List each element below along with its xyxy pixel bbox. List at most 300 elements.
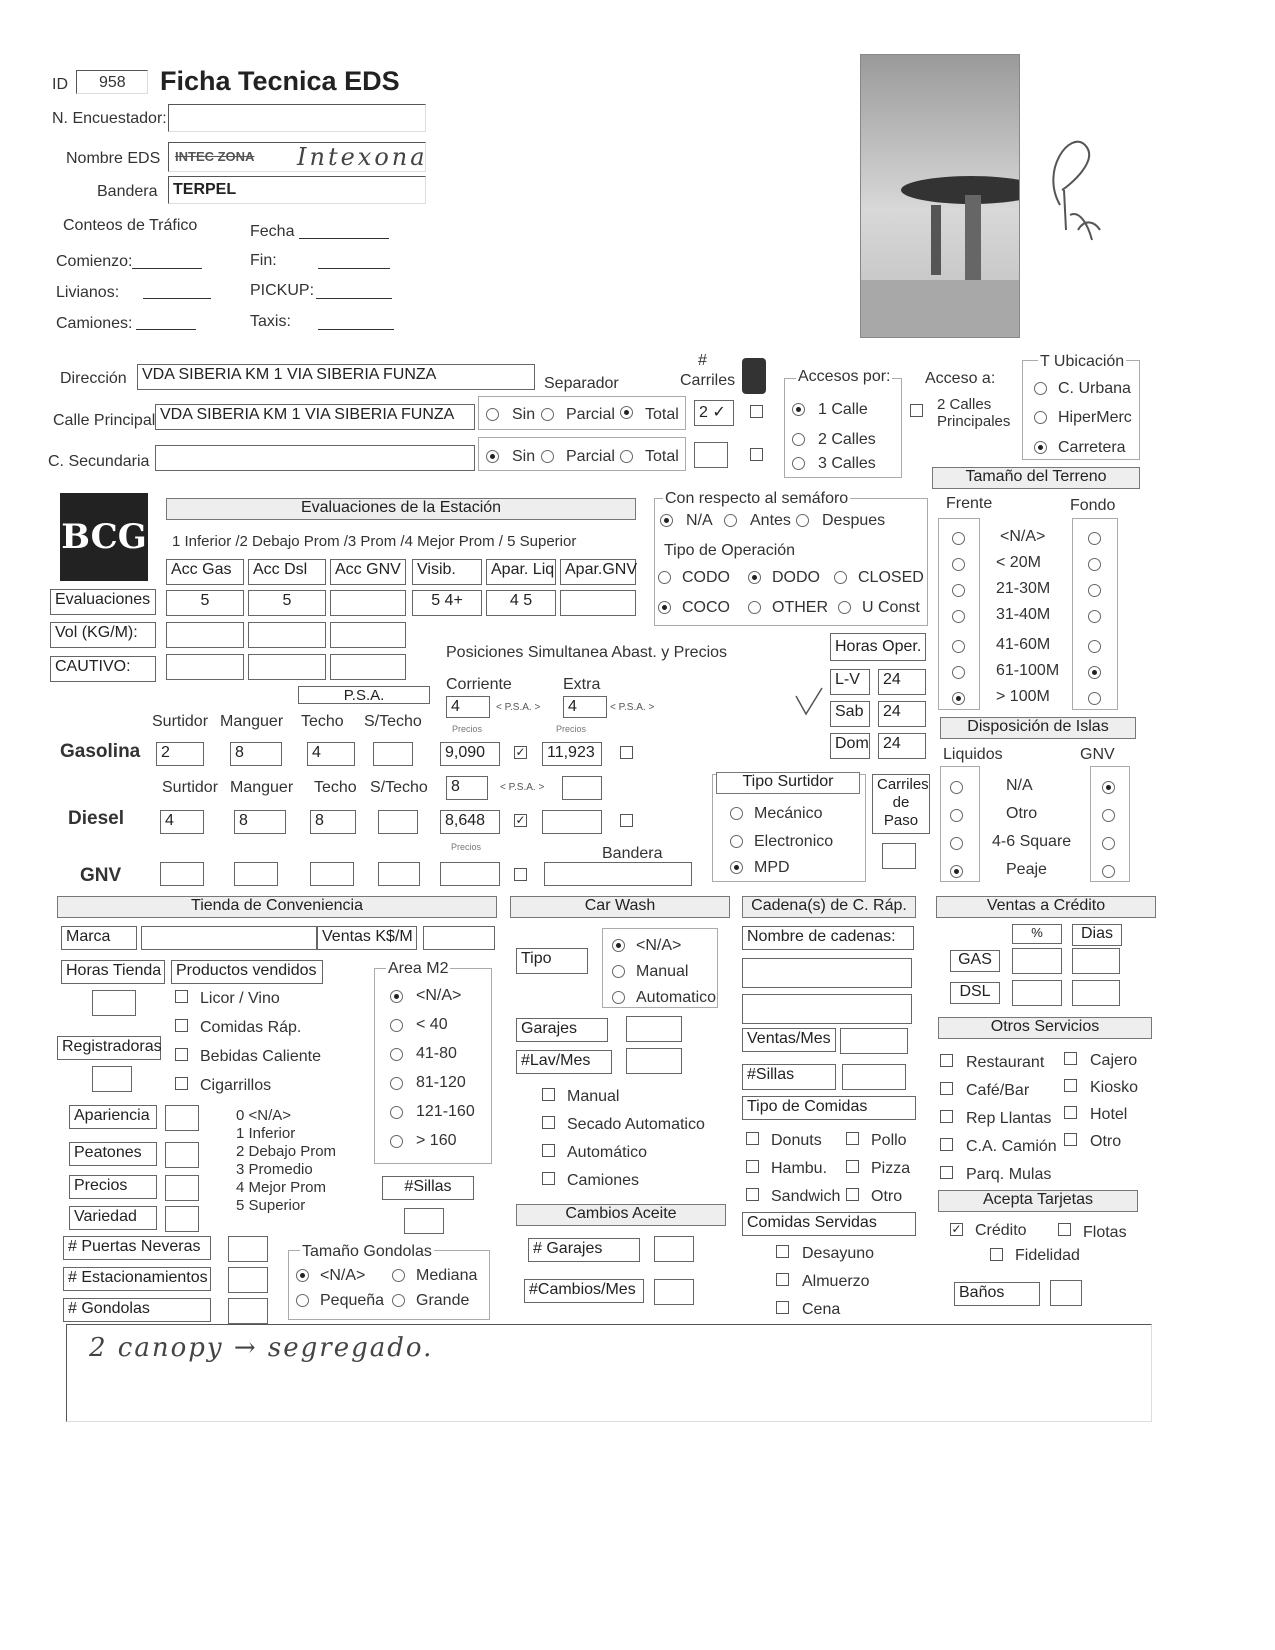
islas-option-label-0: N/A <box>1006 777 1033 794</box>
eval-value-5[interactable] <box>560 590 636 616</box>
id-field[interactable] <box>76 70 148 94</box>
credito-dsl-pct-field[interactable] <box>1012 980 1062 1006</box>
fondo-radio-3[interactable] <box>1088 610 1101 623</box>
comida-checkbox-2[interactable] <box>746 1160 759 1173</box>
diesel-extra-checkbox[interactable] <box>620 814 633 827</box>
diesel-precios-label: Precios <box>451 842 482 852</box>
gondola-mediana-radio[interactable] <box>392 1269 405 1282</box>
pickup-field[interactable] <box>316 298 392 299</box>
sep2-sin-label: Sin <box>512 448 536 465</box>
gondola-na-radio[interactable] <box>296 1269 309 1282</box>
calle-principal-field[interactable]: VDA SIBERIA KM 1 VIA SIBERIA FUNZA <box>155 404 475 430</box>
fondo-radio-2[interactable] <box>1088 584 1101 597</box>
horas-title: Horas Oper. <box>830 633 926 661</box>
tienda-eval-field-0[interactable] <box>165 1105 199 1131</box>
banos-field[interactable] <box>1050 1280 1082 1306</box>
registradoras-field[interactable] <box>92 1066 132 1092</box>
row-volumen: Vol (KG/M): <box>50 622 156 648</box>
op-other-radio[interactable] <box>748 601 761 614</box>
tienda-eval-field-1[interactable] <box>165 1142 199 1168</box>
gnv-bandera-field[interactable] <box>544 862 692 886</box>
islas-liq-radio-2[interactable] <box>950 837 963 850</box>
accesos-2-radio[interactable] <box>792 433 805 446</box>
producto-checkbox-2[interactable] <box>175 1048 188 1061</box>
eval-value-2[interactable] <box>330 590 406 616</box>
comida-checkbox-4[interactable] <box>746 1188 759 1201</box>
area-radio-4[interactable] <box>390 1106 403 1119</box>
sep-total-label: Total <box>645 406 679 423</box>
diesel-manguer-field[interactable]: 8 <box>234 810 286 834</box>
frente-radio-0[interactable] <box>952 532 965 545</box>
tienda-eval-field-3[interactable] <box>165 1206 199 1232</box>
cadena-sillas-label: #Sillas <box>742 1064 836 1090</box>
area-radio-5[interactable] <box>390 1135 403 1148</box>
gas-surtidor-label: Surtidor <box>152 713 209 730</box>
servida-label-1: Almuerzo <box>802 1273 870 1290</box>
encuestador-label: N. Encuestador: <box>52 110 167 127</box>
diesel-psa2-field[interactable] <box>562 776 602 800</box>
surtidor-electronico-radio[interactable] <box>730 835 743 848</box>
accesos-3-label: 3 Calles <box>818 455 876 472</box>
carwash-auto-radio[interactable] <box>612 991 625 1004</box>
islas-gnv-radio-3[interactable] <box>1102 865 1115 878</box>
otros-right-checkbox-3[interactable] <box>1064 1133 1077 1146</box>
corriente-psa-hint: < P.S.A. > <box>496 702 541 713</box>
otros-left-checkbox-0[interactable] <box>940 1054 953 1067</box>
sep-secundaria-sin-radio[interactable] <box>486 450 499 463</box>
carwash-check-1[interactable] <box>542 1116 555 1129</box>
diesel-extra-field[interactable] <box>542 810 602 834</box>
livianos-field[interactable] <box>143 298 211 299</box>
ventas-field[interactable] <box>423 926 495 950</box>
gas-techo-field[interactable]: 4 <box>307 742 355 766</box>
semaforo-despues-radio[interactable] <box>796 514 809 527</box>
bandera-label: Bandera <box>97 183 158 200</box>
gas-surtidor-field[interactable]: 2 <box>156 742 204 766</box>
nombre-eds-typed: INTEC ZONA <box>175 149 255 164</box>
islas-option-label-2: 4-6 Square <box>992 833 1072 850</box>
gnv-price-field[interactable] <box>440 862 500 886</box>
tienda-sillas-label: #Sillas <box>382 1176 474 1200</box>
servida-checkbox-2[interactable] <box>776 1301 789 1314</box>
surtidor-mecanico-radio[interactable] <box>730 807 743 820</box>
gas-corriente-price-field[interactable]: 9,090 <box>440 742 500 766</box>
ubicacion-urbana-radio[interactable] <box>1034 382 1047 395</box>
sep-principal-total-radio[interactable] <box>620 406 633 419</box>
gas-stecho-field[interactable] <box>373 742 413 766</box>
islas-liq-radio-3[interactable] <box>950 865 963 878</box>
tarjetas-title: Acepta Tarjetas <box>938 1190 1138 1212</box>
diesel-price-field[interactable]: 8,648 <box>440 810 500 834</box>
ubicacion-carretera-label: Carretera <box>1058 439 1126 456</box>
islas-gnv-radio-2[interactable] <box>1102 837 1115 850</box>
gondola-mediana-label: Mediana <box>416 1267 478 1284</box>
area-radio-0[interactable] <box>390 990 403 1003</box>
carriles-principal-field[interactable]: 2 ✓ <box>694 400 734 426</box>
camiones-field[interactable] <box>136 329 196 330</box>
gas-extra-checkbox[interactable] <box>620 746 633 759</box>
cadena-title: Cadena(s) de C. Ráp. <box>742 896 916 918</box>
producto-label-1: Comidas Ráp. <box>200 1019 302 1036</box>
cautivo-field-0[interactable] <box>166 654 244 680</box>
otros-right-checkbox-0[interactable] <box>1064 1052 1077 1065</box>
carwash-lav-field[interactable] <box>626 1048 682 1074</box>
extra-psa-hint: < P.S.A. > <box>610 702 655 713</box>
horas-value-2[interactable]: 24 <box>878 733 926 759</box>
islas-gnv-radio-0[interactable] <box>1102 781 1115 794</box>
corriente-label: Corriente <box>446 676 512 693</box>
tienda-eval-field-2[interactable] <box>165 1175 199 1201</box>
gas-corriente-checkbox[interactable]: ✓ <box>515 745 526 759</box>
semaforo-title: Con respecto al semáforo <box>665 490 849 507</box>
extra-precios-label: Precios <box>556 724 587 734</box>
islas-gnv-label: GNV <box>1080 746 1115 763</box>
horas-day-2: Dom <box>830 733 870 759</box>
op-codo-label: CODO <box>682 569 730 586</box>
puertas-label: # Puertas Neveras <box>63 1236 211 1260</box>
credito-dias-label: Dias <box>1072 924 1122 946</box>
gondola-pequena-label: Pequeña <box>320 1292 385 1309</box>
diesel-surtidor-field[interactable]: 4 <box>160 810 204 834</box>
fecha-field[interactable] <box>299 238 389 239</box>
sep-principal-sin-radio[interactable] <box>486 408 499 421</box>
op-coco-radio[interactable] <box>658 601 671 614</box>
d-surtidor-label: Surtidor <box>162 779 219 796</box>
islas-title: Disposición de Islas <box>940 717 1136 739</box>
extra-psa-field[interactable]: 4 <box>563 696 607 718</box>
credito-gas-pct-field[interactable] <box>1012 948 1062 974</box>
cadena-nombre-label: Nombre de cadenas: <box>742 926 914 950</box>
comida-checkbox-3[interactable] <box>846 1160 859 1173</box>
direccion-label: Dirección <box>60 370 127 387</box>
gas-stecho-label: S/Techo <box>364 713 422 730</box>
ubicacion-hipermerc-radio[interactable] <box>1034 411 1047 424</box>
carwash-tipo-label: Tipo <box>516 948 588 974</box>
aceite-title: Cambios Aceite <box>516 1204 726 1226</box>
semaforo-na-radio[interactable] <box>660 514 673 527</box>
op-dodo-label: DODO <box>772 569 820 586</box>
otros-left-label-0: Restaurant <box>966 1054 1045 1071</box>
acceso-2calles-checkbox[interactable] <box>910 404 923 417</box>
carriles-paso-field[interactable] <box>882 843 916 869</box>
islas-option-label-3: Peaje <box>1006 861 1047 878</box>
fondo-radio-1[interactable] <box>1088 558 1101 571</box>
puertas-field[interactable] <box>228 1236 268 1262</box>
aceite-garajes-field[interactable] <box>654 1236 694 1262</box>
credito-pct-label: % <box>1012 924 1062 944</box>
tienda-scale-5: 5 Superior <box>236 1197 306 1214</box>
vol-field-2[interactable] <box>330 622 406 648</box>
operacion-title: Tipo de Operación <box>664 542 796 559</box>
terreno-option-label-6: > 100M <box>996 688 1050 705</box>
ubicacion-title: T Ubicación <box>1040 353 1125 370</box>
gondolas-field[interactable] <box>228 1298 268 1324</box>
eval-value-0[interactable]: 5 <box>166 590 244 616</box>
semaforo-despues-label: Despues <box>822 512 886 529</box>
semaforo-secundaria-checkbox[interactable] <box>750 448 763 461</box>
terreno-option-label-0: <N/A> <box>1000 528 1046 545</box>
tienda-scale-1: 1 Inferior <box>236 1125 296 1142</box>
producto-checkbox-0[interactable] <box>175 990 188 1003</box>
d-manguer-label: Manguer <box>230 779 294 796</box>
aceite-cambios-label: #Cambios/Mes <box>524 1279 644 1303</box>
comida-label-0: Donuts <box>771 1132 822 1149</box>
gasolina-label: Gasolina <box>60 741 141 762</box>
horas-day-1: Sab <box>830 701 870 727</box>
otros-left-label-3: C.A. Camión <box>966 1138 1057 1155</box>
diesel-techo-field[interactable]: 8 <box>310 810 356 834</box>
semaforo-antes-label: Antes <box>750 512 791 529</box>
camiones-label: Camiones: <box>56 315 133 332</box>
op-codo-radio[interactable] <box>658 571 671 584</box>
cadena-nombre-field-2[interactable] <box>742 994 912 1024</box>
tarjeta-credito-checkbox[interactable]: ✓ <box>951 1222 962 1236</box>
frente-radio-5[interactable] <box>952 666 965 679</box>
area-radio-3[interactable] <box>390 1077 403 1090</box>
tarjeta-flotas-checkbox[interactable] <box>1058 1223 1071 1236</box>
cadena-nombre-field-1[interactable] <box>742 958 912 988</box>
canopy-photo-icon <box>861 55 1019 337</box>
marca-label: Marca <box>61 926 137 950</box>
carwash-garajes-field[interactable] <box>626 1016 682 1042</box>
otros-right-checkbox-1[interactable] <box>1064 1079 1077 1092</box>
carwash-title: Car Wash <box>510 896 730 918</box>
encuestador-field[interactable] <box>168 104 426 132</box>
diesel-stecho-field[interactable] <box>378 810 418 834</box>
sep-secundaria-total-radio[interactable] <box>620 450 633 463</box>
gas-manguer-label: Manguer <box>220 713 284 730</box>
servida-checkbox-1[interactable] <box>776 1273 789 1286</box>
credito-gas-label: GAS <box>950 950 1000 972</box>
fondo-radio-6[interactable] <box>1088 692 1101 705</box>
islas-liq-radio-0[interactable] <box>950 781 963 794</box>
producto-checkbox-1[interactable] <box>175 1019 188 1032</box>
carwash-garajes-label: Garajes <box>516 1018 608 1042</box>
islas-liquidos-label: Liquidos <box>943 746 1003 763</box>
carwash-check-2[interactable] <box>542 1144 555 1157</box>
fondo-label: Fondo <box>1070 497 1116 514</box>
tarjeta-credito-label: Crédito <box>975 1222 1027 1239</box>
eval-col-5: Apar.GNV <box>560 559 636 585</box>
sep-secundaria-parcial-radio[interactable] <box>541 450 554 463</box>
semaforo-na-label: N/A <box>686 512 713 529</box>
comida-checkbox-0[interactable] <box>746 1132 759 1145</box>
otros-right-checkbox-2[interactable] <box>1064 1106 1077 1119</box>
area-label-4: 121-160 <box>416 1103 475 1120</box>
carwash-na-label: <N/A> <box>636 937 682 954</box>
eval-col-2: Acc GNV <box>330 559 406 585</box>
sep-sin-label: Sin <box>512 406 536 423</box>
nombre-eds-handwritten: Intexona <box>297 143 428 171</box>
otros-left-checkbox-4[interactable] <box>940 1166 953 1179</box>
carwash-lav-label: #Lav/Mes <box>516 1050 612 1074</box>
comida-label-2: Hambu. <box>771 1160 828 1177</box>
gondola-grande-label: Grande <box>416 1292 470 1309</box>
servida-label-2: Cena <box>802 1301 841 1318</box>
gnv-techo-field[interactable] <box>310 862 354 886</box>
carwash-check-3[interactable] <box>542 1172 555 1185</box>
eval-value-3[interactable]: 5 4+ <box>412 590 482 616</box>
accesos-1-radio[interactable] <box>792 403 805 416</box>
carwash-manual-radio[interactable] <box>612 965 625 978</box>
fin-field[interactable] <box>318 268 390 269</box>
livianos-label: Livianos: <box>56 284 120 301</box>
bcg-logo: BCG <box>60 493 148 581</box>
nombre-eds-label: Nombre EDS <box>66 150 161 167</box>
frente-radio-6[interactable] <box>952 692 965 705</box>
comida-checkbox-1[interactable] <box>846 1132 859 1145</box>
bandera-field[interactable] <box>168 176 426 204</box>
taxis-field[interactable] <box>318 329 394 330</box>
cadena-sillas-field[interactable] <box>842 1064 906 1090</box>
ubicacion-carretera-radio[interactable] <box>1034 441 1047 454</box>
tarjeta-flotas-label: Flotas <box>1083 1224 1127 1241</box>
credito-dsl-dias-field[interactable] <box>1072 980 1120 1006</box>
semaforo-antes-radio[interactable] <box>724 514 737 527</box>
carriles-label: Carriles <box>680 372 736 389</box>
tipo-surtidor-title: Tipo Surtidor <box>716 772 860 794</box>
eval-value-4[interactable]: 4 5 <box>486 590 556 616</box>
surtidor-mpd-radio[interactable] <box>730 861 743 874</box>
d-techo-label: Techo <box>314 779 357 796</box>
id-label: ID <box>52 76 68 93</box>
gnv-label: GNV <box>80 865 122 886</box>
comida-checkbox-5[interactable] <box>846 1188 859 1201</box>
d-stecho-label: S/Techo <box>370 779 428 796</box>
semaforo-principal-checkbox[interactable] <box>750 405 763 418</box>
producto-label-0: Licor / Vino <box>200 990 280 1007</box>
op-dodo-radio[interactable] <box>748 571 761 584</box>
fondo-radio-5[interactable] <box>1088 666 1101 679</box>
notes-text: 2 canopy → segregado. <box>89 1333 434 1363</box>
row-cautivo: CAUTIVO: <box>50 656 156 682</box>
gondola-na-label: <N/A> <box>320 1267 366 1284</box>
otros-left-checkbox-3[interactable] <box>940 1138 953 1151</box>
notes-field[interactable] <box>66 1324 1152 1422</box>
carriles-value: 2 <box>699 404 708 421</box>
row-evaluaciones: Evaluaciones <box>50 589 156 615</box>
posiciones-title: Posiciones Simultanea Abast. y Precios <box>446 644 728 661</box>
extra-label: Extra <box>563 676 601 693</box>
area-title: Area M2 <box>388 960 449 977</box>
estacionamientos-field[interactable] <box>228 1267 268 1293</box>
area-label-1: < 40 <box>416 1016 448 1033</box>
gondola-grande-radio[interactable] <box>392 1294 405 1307</box>
marca-field[interactable] <box>141 926 317 950</box>
aceite-garajes-label: # Garajes <box>528 1238 640 1262</box>
horas-value-0[interactable]: 24 <box>878 669 926 695</box>
cautivo-field-1[interactable] <box>248 654 326 680</box>
comida-label-4: Sandwich <box>771 1188 841 1205</box>
ventas-label: Ventas K$/M <box>317 926 417 950</box>
vol-field-1[interactable] <box>248 622 326 648</box>
carriles-hash: # <box>698 352 707 369</box>
gas-manguer-field[interactable]: 8 <box>230 742 282 766</box>
frente-radio-2[interactable] <box>952 584 965 597</box>
frente-radio-3[interactable] <box>952 610 965 623</box>
otros-left-checkbox-2[interactable] <box>940 1110 953 1123</box>
credito-gas-dias-field[interactable] <box>1072 948 1120 974</box>
accesos-3-radio[interactable] <box>792 457 805 470</box>
carriles-secundaria-field[interactable] <box>694 442 728 468</box>
gondola-pequena-radio[interactable] <box>296 1294 309 1307</box>
sep2-parcial-label: Parcial <box>566 448 615 465</box>
acceso-2calles-label: 2 Calles Principales <box>937 396 1011 430</box>
eval-value-1[interactable]: 5 <box>248 590 326 616</box>
horas-day-0: L-V <box>830 669 870 695</box>
cadena-ventas-field[interactable] <box>840 1028 908 1054</box>
producto-checkbox-3[interactable] <box>175 1077 188 1090</box>
tienda-eval-label-0: Apariencia <box>69 1105 157 1129</box>
tarjeta-fidelidad-checkbox[interactable] <box>990 1248 1003 1261</box>
gas-techo-label: Techo <box>301 713 344 730</box>
area-radio-1[interactable] <box>390 1019 403 1032</box>
area-radio-2[interactable] <box>390 1048 403 1061</box>
otros-right-label-0: Cajero <box>1090 1052 1138 1069</box>
gnv-checkbox[interactable] <box>514 868 527 881</box>
vol-field-0[interactable] <box>166 622 244 648</box>
nombre-eds-field[interactable] <box>168 142 426 172</box>
calle-secundaria-field[interactable] <box>155 445 475 471</box>
tienda-scale-4: 4 Mejor Prom <box>236 1179 327 1196</box>
otros-right-label-3: Otro <box>1090 1133 1122 1150</box>
gondola-size-title: Tamaño Gondolas <box>302 1243 432 1260</box>
carwash-check-label-3: Camiones <box>567 1172 640 1189</box>
diesel-psa-hint: < P.S.A. > <box>500 782 545 793</box>
gnv-stecho-field[interactable] <box>378 862 420 886</box>
islas-liq-radio-1[interactable] <box>950 809 963 822</box>
otros-left-checkbox-1[interactable] <box>940 1082 953 1095</box>
sep-principal-parcial-radio[interactable] <box>541 408 554 421</box>
direccion-field[interactable]: VDA SIBERIA KM 1 VIA SIBERIA FUNZA <box>137 364 535 390</box>
op-closed-radio[interactable] <box>834 571 847 584</box>
cautivo-field-2[interactable] <box>330 654 406 680</box>
frente-radio-4[interactable] <box>952 640 965 653</box>
tienda-sillas-field[interactable] <box>404 1208 444 1234</box>
aceite-cambios-field[interactable] <box>654 1279 694 1305</box>
horas-tienda-field[interactable] <box>92 990 136 1016</box>
sep2-total-label: Total <box>645 448 679 465</box>
credito-dsl-label: DSL <box>950 982 1000 1004</box>
islas-gnv-radio-1[interactable] <box>1102 809 1115 822</box>
ubicacion-hipermerc-label: HiperMerc <box>1058 409 1132 426</box>
frente-radio-1[interactable] <box>952 558 965 571</box>
comienzo-field[interactable] <box>132 268 202 269</box>
surtidor-mpd-label: MPD <box>754 859 790 876</box>
evaluaciones-scale: 1 Inferior /2 Debajo Prom /3 Prom /4 Mejor Prom / 5 Superior <box>172 533 577 550</box>
servida-checkbox-0[interactable] <box>776 1245 789 1258</box>
tienda-title: Tienda de Conveniencia <box>57 896 497 918</box>
horas-value-1[interactable]: 24 <box>878 701 926 727</box>
diesel-checkbox[interactable]: ✓ <box>515 813 526 827</box>
fondo-radio-4[interactable] <box>1088 640 1101 653</box>
gnv-manguer-field[interactable] <box>234 862 278 886</box>
gas-extra-price-field[interactable]: 11,923 <box>542 742 602 766</box>
producto-label-2: Bebidas Caliente <box>200 1048 321 1065</box>
carwash-auto-label: Automatico <box>636 989 717 1006</box>
fondo-radio-0[interactable] <box>1088 532 1101 545</box>
carwash-na-radio[interactable] <box>612 939 625 952</box>
op-uconst-radio[interactable] <box>838 601 851 614</box>
tienda-scale-3: 3 Promedio <box>236 1161 313 1178</box>
ubicacion-urbana-label: C. Urbana <box>1058 380 1131 397</box>
corriente-psa-field[interactable]: 4 <box>446 696 490 718</box>
carwash-check-0[interactable] <box>542 1088 555 1101</box>
area-label-5: > 160 <box>416 1132 457 1149</box>
pickup-label: PICKUP: <box>250 282 315 299</box>
diesel-psa-field[interactable]: 8 <box>446 776 488 800</box>
gnv-surtidor-field[interactable] <box>160 862 204 886</box>
